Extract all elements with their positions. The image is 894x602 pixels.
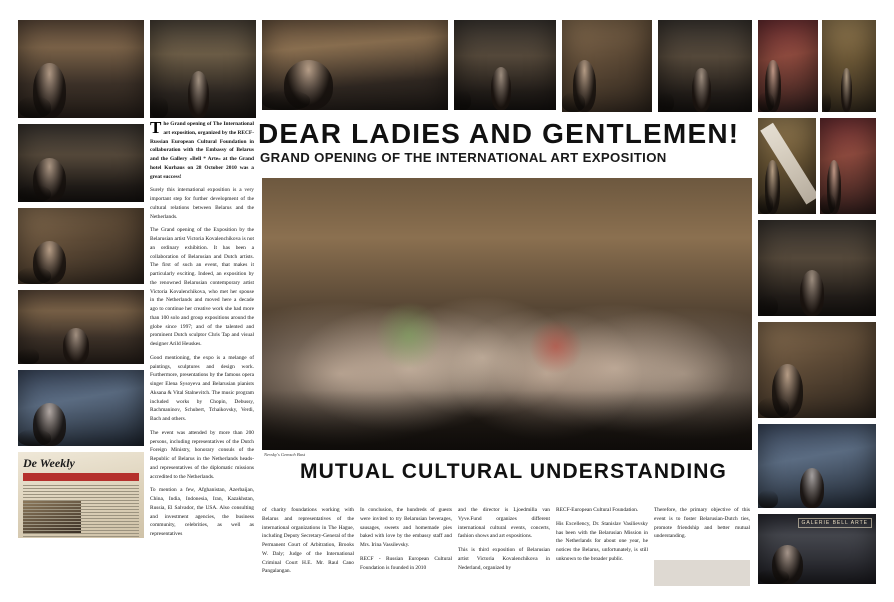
intro-paragraph: To mention a few, Afghanistan, Azerbaijan, China, India, Indonesia, Iran, Kazakhstan, Russia, El Salvador, the USA. Also consulting and investment agencies, the business community, celebrities, as well as representatives — [150, 487, 254, 537]
lead-paragraph — [150, 120, 254, 181]
filler-block — [654, 560, 750, 586]
photo-layer — [18, 124, 144, 202]
photo-ladies-group — [18, 290, 144, 364]
clipping-text-lines — [23, 485, 139, 534]
body-paragraph: In conclusion, the hundreds of guests were invited to try Belarusian beverages, sausages, sweets and homemade pies baked with love by the embassy staff and Mrs. Irina Vassilevsky. — [360, 507, 452, 548]
photo-bouquet-left — [262, 178, 752, 450]
clipping-masthead: De Weekly — [23, 456, 75, 470]
photo-layer — [18, 290, 144, 364]
intro-paragraph: The event was attended by more than 200 persons, including representatives of the Dutch Foreign Ministry, honorary consuls of the Republic of Belarus in the Netherlands heads- and representatives of the diplomatic missions accredited to the Netherlands. — [150, 429, 254, 480]
body-paragraph: Therefore, the primary objective of this event is to foster Belarusian-Dutch ties, promote friendship and better mutual understanding. — [654, 507, 750, 540]
photo-portrait-lady — [820, 118, 876, 214]
photo-layer — [18, 208, 144, 284]
clipping-banner — [23, 473, 139, 481]
intro-paragraph: Surely this international exposition is a very important step for further development of the cultural relations between Belarus and the Netherlands. — [150, 187, 254, 220]
bottom-column-3 — [458, 506, 550, 586]
photo-layer — [820, 118, 876, 214]
pageant-sash — [760, 123, 816, 205]
photo-layer — [150, 20, 256, 118]
page-subtitle: GRAND OPENING OF THE INTERNATIONAL ART EXPOSITION — [260, 150, 667, 165]
photo-hero-group — [262, 178, 752, 450]
photo-layer — [822, 20, 876, 112]
body-paragraph: His Excellency, Dr. Stanislav Vasilievsky has been with the Belarusian Mission in the Netherlands for about one year, he notices the Belarus, unfortunately, is still unknown to the broader public. — [556, 520, 648, 562]
photo-guests-toast — [658, 20, 752, 112]
photo-couple-portrait — [18, 208, 144, 284]
photo-evening-gathering — [758, 424, 876, 508]
intro-paragraph: The Grand opening of the Exposition by the Belarusian artist Victoria Kovalenchikova is not an ordinary exhibition. It has been a collaboration of Belarusian and Dutch artists. The first of such an event, that makes it particularly exciting. Indeed, an exposition by the renowned Belarusian contemporary artist Victoria Kovalenchikova, who met her spouse in the Netherlands and moved here a decade ago to continue her creative work she had more than 100 solo and group expositions around the globe since 1997; and of the talented and prominent Dutch sculptor Chris Tap and visual designer Arild Heuskes. — [150, 227, 254, 347]
photo-layer — [758, 322, 876, 418]
photo-layer — [454, 20, 556, 110]
photo-layer — [18, 20, 144, 118]
bottom-column-1 — [262, 506, 354, 586]
photo-guests-stairs — [454, 20, 556, 110]
photo-lady-gold-dress — [822, 20, 876, 112]
photo-couple-smiling — [758, 322, 876, 418]
bottom-column-4 — [556, 506, 648, 586]
lead-text: he Grand opening of The International art exposition, organized by the RECF- Russian European Cultural Foundation in collaboration with the Embassy of Belarus and the Gallery «Bell * Arte» at the Grand hotel Kurhaus on 28 October 2010 was a great success! — [150, 121, 254, 180]
photo-layer — [18, 370, 144, 446]
body-paragraph: and the director is Ljoedmilla van Vyve.Fund organizes different international cultural events, concerts, fashion shows and art expositions. — [458, 507, 550, 540]
photo-layer — [562, 20, 652, 112]
hero-caption: Nevsky's Gemsch Bust — [264, 452, 306, 457]
photo-layer — [658, 20, 752, 112]
photo-pageant-winner — [758, 118, 816, 214]
gallery-sign-label: GALERIE BELL ARTE — [798, 518, 872, 528]
photo-layer — [758, 424, 876, 508]
photo-layer — [758, 20, 818, 112]
intro-column — [150, 120, 254, 538]
drop-cap: T — [150, 118, 162, 137]
photo-speech-moment — [18, 370, 144, 446]
intro-paragraph: Good mentioning, the expo is a melange of paintings, sculptures and design work. Furthermore, presentations by the famous opera singer Elena Sysoyeva and Belarusian pianists Aksana & Vital Stalnevitch. The music program included works by Chopin, Debussy, Rachmaninov, Schubert, Tchaikovsky, Verdi, Bach and others. — [150, 354, 254, 422]
photo-layer — [262, 20, 448, 110]
photo-newspaper-clipping — [18, 452, 144, 538]
photo-guests-seated — [758, 220, 876, 316]
page-title: DEAR LADIES AND GENTLEMEN! — [258, 118, 740, 149]
section-title: MUTUAL CULTURAL UNDERSTANDING — [300, 460, 727, 483]
photo-guests-conversation — [18, 124, 144, 202]
photo-guests-group — [150, 20, 256, 118]
photo-layer — [758, 220, 876, 316]
body-paragraph: This is third exposition of Belarusian artist Victoria Kovalenchikova in Nederland, organized by — [458, 547, 550, 571]
bottom-column-2 — [360, 506, 452, 586]
photo-gallery-sign — [758, 514, 876, 584]
body-paragraph: RECF-European Cultural Foundation. — [556, 507, 639, 513]
photo-opening-crowd — [262, 20, 448, 110]
photo-reception-hall — [18, 20, 144, 118]
body-paragraph: of charity foundations working with Belarus and representatives of the international organizations in The Hague, including Deputy Secretary-General of the Permanent Court of Arbitration, Brooks W. Daly; Judge of the International Criminal Court H.E. Mr. Raul Cano Pangalangan. — [262, 507, 354, 575]
photo-lady-red-dress — [758, 20, 818, 112]
photo-couple-foyer — [562, 20, 652, 112]
body-paragraph: RECF - Russian European Cultural Foundation is founded in 2010 — [360, 555, 452, 571]
